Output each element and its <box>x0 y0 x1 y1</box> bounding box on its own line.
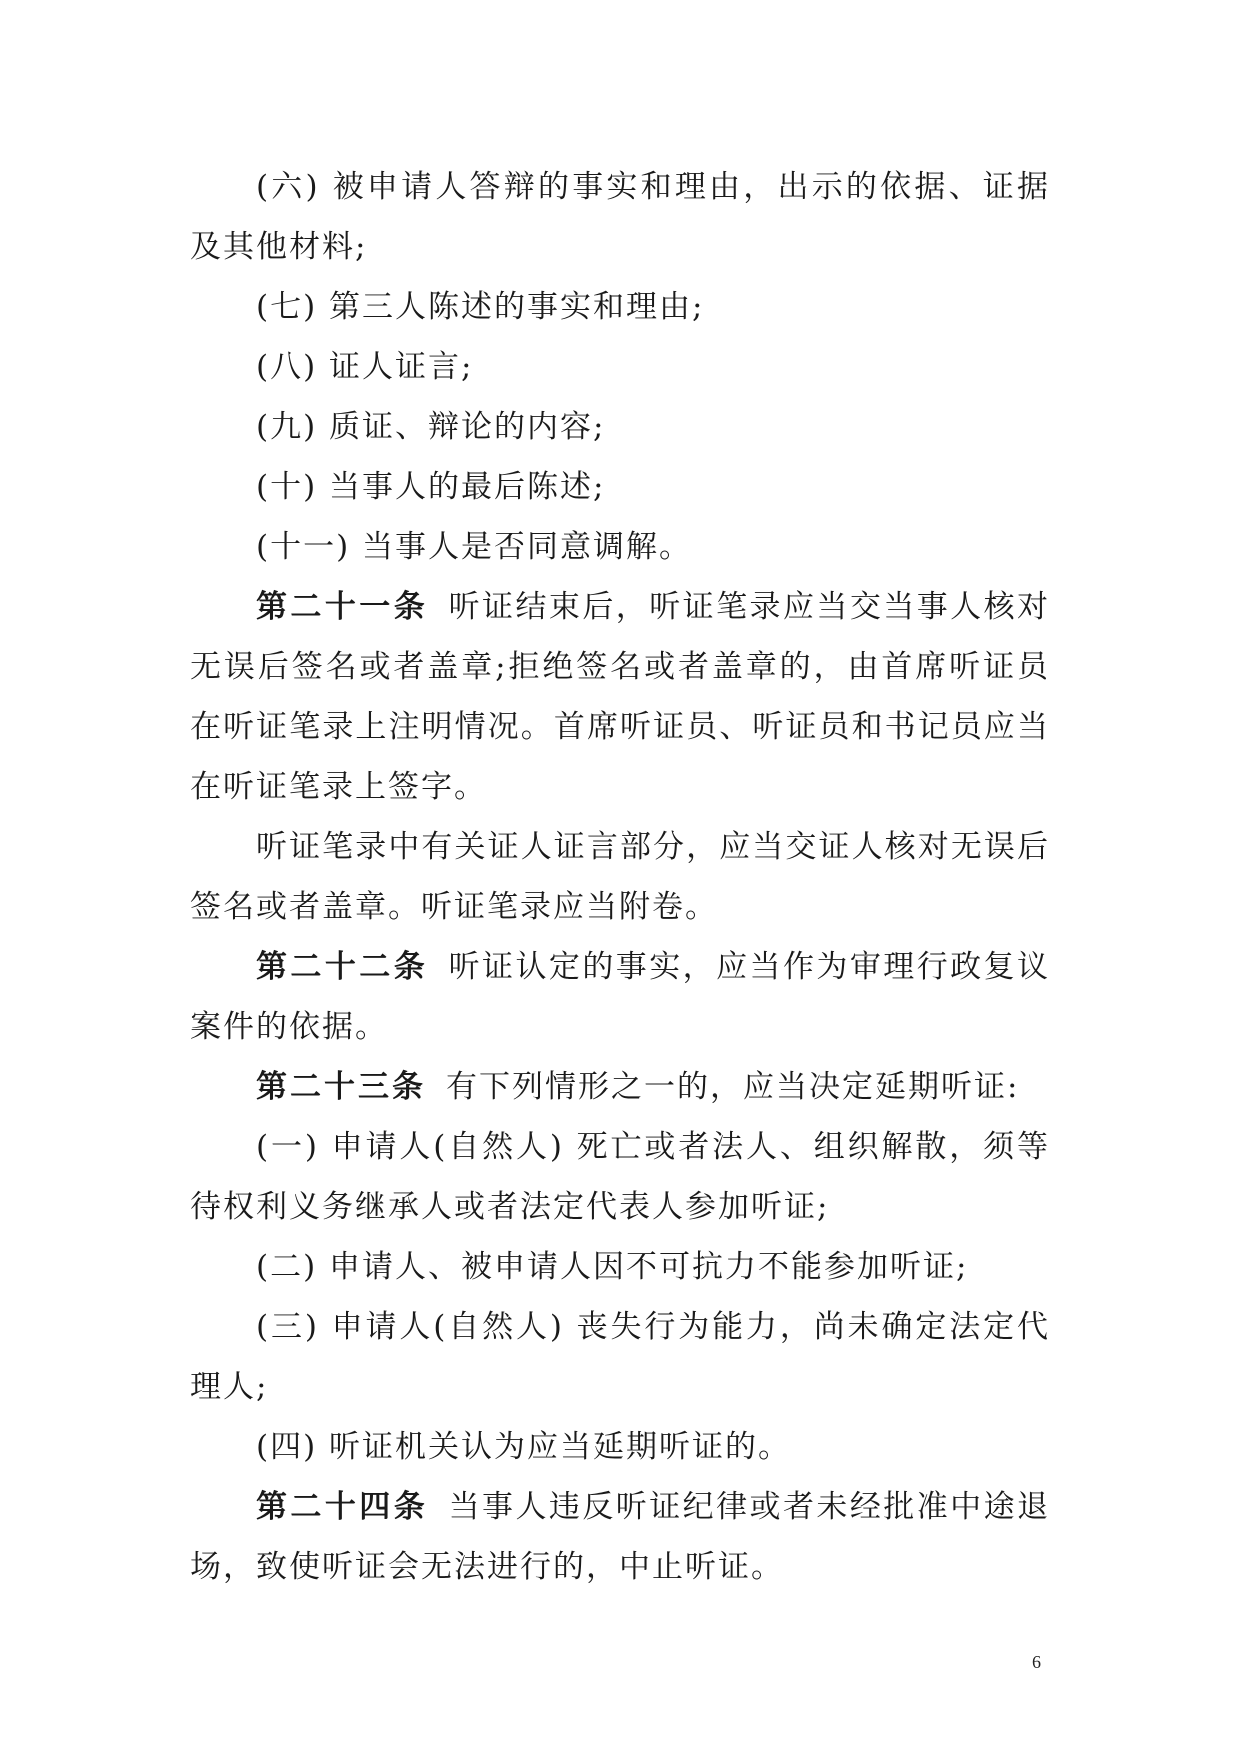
paragraph-text: (十一) 当事人是否同意调解。 <box>256 529 693 565</box>
article-22 <box>190 937 1050 1057</box>
page-number: 6 <box>1032 1652 1041 1672</box>
article-21 <box>190 577 1050 817</box>
article-text: 听证认定的事实，应当作为审理行政复议案件的依据。 <box>190 949 1051 1045</box>
article-23-item-4 <box>190 1417 1050 1477</box>
article-heading: 第二十二条 <box>256 949 429 985</box>
article-heading: 第二十四条 <box>256 1489 429 1525</box>
paragraph-text: (十) 当事人的最后陈述; <box>256 469 606 505</box>
paragraph-item-7 <box>190 277 1050 337</box>
article-text: 听证结束后，听证笔录应当交当事人核对无误后签名或者盖章;拒绝签名或者盖章的，由首席听证员在听证笔录上注明情况。首席听证员、听证员和书记员应当在听证笔录上签字。 <box>190 589 1051 805</box>
article-23-item-2 <box>190 1237 1050 1297</box>
article-24 <box>190 1477 1050 1597</box>
article-23-item-3 <box>190 1297 1050 1417</box>
article-heading: 第二十一条 <box>256 589 429 625</box>
paragraph-text: (六) 被申请人答辩的事实和理由，出示的依据、证据及其他材料; <box>190 169 1050 265</box>
paragraph-item-6 <box>190 157 1050 277</box>
paragraph-text: (三) 申请人(自然人) 丧失行为能力，尚未确定法定代理人; <box>190 1309 1050 1405</box>
article-heading: 第二十三条 <box>256 1069 426 1105</box>
paragraph-item-9 <box>190 397 1050 457</box>
paragraph-text: (九) 质证、辩论的内容; <box>256 409 606 445</box>
paragraph-text: (二) 申请人、被申请人因不可抗力不能参加听证; <box>256 1249 969 1285</box>
paragraph-text: (一) 申请人(自然人) 死亡或者法人、组织解散，须等待权利义务继承人或者法定代表人参加听证; <box>190 1129 1050 1225</box>
article-23-item-1 <box>190 1117 1050 1237</box>
paragraph-item-10 <box>190 457 1050 517</box>
paragraph-text: (八) 证人证言; <box>256 349 474 385</box>
paragraph-item-8 <box>190 337 1050 397</box>
article-21-para-2 <box>190 817 1050 937</box>
paragraph-item-11 <box>190 517 1050 577</box>
document-body <box>190 157 1050 1597</box>
article-23 <box>190 1057 1050 1117</box>
paragraph-text: (七) 第三人陈述的事实和理由; <box>256 289 705 325</box>
article-text: 当事人违反听证纪律或者未经批准中途退场，致使听证会无法进行的，中止听证。 <box>190 1489 1051 1585</box>
paragraph-text: 听证笔录中有关证人证言部分，应当交证人核对无误后签名或者盖章。听证笔录应当附卷。 <box>190 829 1050 925</box>
article-text: 有下列情形之一的，应当决定延期听证: <box>446 1069 1020 1105</box>
paragraph-text: (四) 听证机关认为应当延期听证的。 <box>256 1429 792 1465</box>
